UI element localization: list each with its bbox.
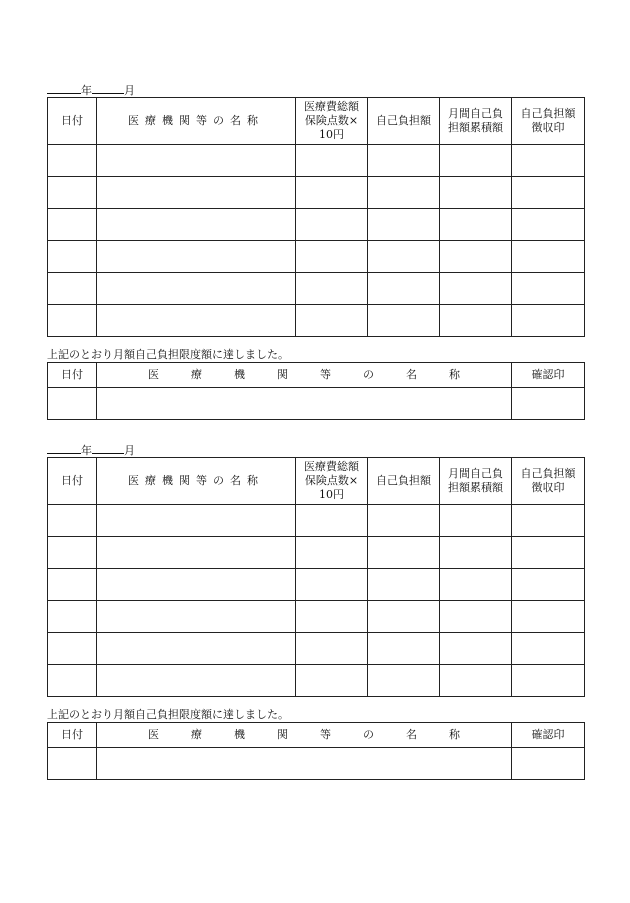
cell-stamp[interactable] <box>512 145 585 177</box>
cell-cumulative[interactable] <box>440 305 512 337</box>
cell-date[interactable] <box>48 388 97 420</box>
cell-total[interactable] <box>296 569 368 601</box>
cell-self-pay[interactable] <box>368 177 440 209</box>
cell-self-pay[interactable] <box>368 305 440 337</box>
cell-date[interactable] <box>48 665 97 697</box>
monthly-record-table-1 <box>47 97 585 337</box>
cell-stamp[interactable] <box>512 305 585 337</box>
cell-total[interactable] <box>296 177 368 209</box>
cell-facility[interactable] <box>97 601 296 633</box>
cell-cumulative[interactable] <box>440 177 512 209</box>
table-row <box>48 633 585 665</box>
cell-total[interactable] <box>296 305 368 337</box>
cell-cumulative[interactable] <box>440 537 512 569</box>
month-label-text: 月 <box>124 84 135 97</box>
cell-self-pay[interactable] <box>368 145 440 177</box>
cell-self-pay[interactable] <box>368 665 440 697</box>
cell-facility[interactable] <box>97 665 296 697</box>
header-stamp: 自己負担額 徴収印 <box>512 98 585 145</box>
cell-stamp[interactable] <box>512 505 585 537</box>
year-blank[interactable] <box>47 93 81 94</box>
cell-facility[interactable] <box>97 633 296 665</box>
cell-self-pay[interactable] <box>368 601 440 633</box>
cell-facility[interactable] <box>97 145 296 177</box>
cell-total[interactable] <box>296 665 368 697</box>
cell-cumulative[interactable] <box>440 505 512 537</box>
cell-total[interactable] <box>296 505 368 537</box>
cell-cumulative[interactable] <box>440 665 512 697</box>
cell-facility[interactable] <box>97 569 296 601</box>
cell-date[interactable] <box>48 505 97 537</box>
cell-date[interactable] <box>48 305 97 337</box>
cell-date[interactable] <box>48 569 97 601</box>
cell-stamp[interactable] <box>512 241 585 273</box>
cell-total[interactable] <box>296 601 368 633</box>
confirm-header-facility: 医 療 機 関 等 の 名 称 <box>97 363 512 388</box>
cell-self-pay[interactable] <box>368 505 440 537</box>
cell-cumulative[interactable] <box>440 273 512 305</box>
cell-facility[interactable] <box>97 241 296 273</box>
confirm-header-stamp: 確認印 <box>512 363 585 388</box>
cell-cumulative[interactable] <box>440 241 512 273</box>
cell-stamp[interactable] <box>512 665 585 697</box>
header-stamp: 自己負担額 徴収印 <box>512 458 585 505</box>
cell-date[interactable] <box>48 209 97 241</box>
cell-total[interactable] <box>296 633 368 665</box>
table-row <box>48 177 585 209</box>
cell-self-pay[interactable] <box>368 569 440 601</box>
cell-date[interactable] <box>48 601 97 633</box>
header-date: 日付 <box>48 98 97 145</box>
cell-facility[interactable] <box>97 748 512 780</box>
cell-date[interactable] <box>48 748 97 780</box>
header-facility: 医療機関等の名称 <box>97 458 296 505</box>
cell-facility[interactable] <box>97 177 296 209</box>
limit-reached-note: 上記のとおり月額自己負担限度額に達しました。 <box>47 348 289 361</box>
cell-total[interactable] <box>296 241 368 273</box>
cell-facility[interactable] <box>97 273 296 305</box>
cell-total[interactable] <box>296 209 368 241</box>
cell-total[interactable] <box>296 273 368 305</box>
header-total-cost: 医療費総額 保険点数× 10円 <box>296 458 368 505</box>
cell-self-pay[interactable] <box>368 273 440 305</box>
table-row <box>48 505 585 537</box>
cell-date[interactable] <box>48 241 97 273</box>
cell-date[interactable] <box>48 537 97 569</box>
table-row <box>48 273 585 305</box>
confirm-header-date: 日付 <box>48 723 97 748</box>
cell-total[interactable] <box>296 145 368 177</box>
table-row <box>48 145 585 177</box>
cell-facility[interactable] <box>97 537 296 569</box>
cell-stamp[interactable] <box>512 273 585 305</box>
confirmation-table-1 <box>47 362 585 420</box>
cell-stamp[interactable] <box>512 537 585 569</box>
confirmation-table-2 <box>47 722 585 780</box>
table-row <box>48 665 585 697</box>
header-date: 日付 <box>48 458 97 505</box>
confirm-header-stamp: 確認印 <box>512 723 585 748</box>
table-row <box>48 209 585 241</box>
month-label-text: 月 <box>124 444 135 457</box>
table-row <box>48 748 585 780</box>
limit-reached-note: 上記のとおり月額自己負担限度額に達しました。 <box>47 708 289 721</box>
month-blank[interactable] <box>92 453 124 454</box>
header-cumulative: 月間自己負 担額累積額 <box>440 458 512 505</box>
cell-total[interactable] <box>296 537 368 569</box>
cell-date[interactable] <box>48 177 97 209</box>
month-label-2 <box>47 442 135 458</box>
table-row <box>48 569 585 601</box>
header-self-pay: 自己負担額 <box>368 458 440 505</box>
cell-confirm-stamp[interactable] <box>512 388 585 420</box>
cell-cumulative[interactable] <box>440 145 512 177</box>
cell-self-pay[interactable] <box>368 209 440 241</box>
cell-facility[interactable] <box>97 305 296 337</box>
year-blank[interactable] <box>47 453 81 454</box>
cell-self-pay[interactable] <box>368 241 440 273</box>
cell-facility[interactable] <box>97 388 512 420</box>
year-label: 年 <box>81 444 92 457</box>
table-row <box>48 388 585 420</box>
cell-confirm-stamp[interactable] <box>512 748 585 780</box>
cell-stamp[interactable] <box>512 601 585 633</box>
header-self-pay: 自己負担額 <box>368 98 440 145</box>
cell-cumulative[interactable] <box>440 569 512 601</box>
table-row <box>48 241 585 273</box>
cell-cumulative[interactable] <box>440 601 512 633</box>
cell-date[interactable] <box>48 145 97 177</box>
cell-self-pay[interactable] <box>368 537 440 569</box>
table-row <box>48 601 585 633</box>
cell-self-pay[interactable] <box>368 633 440 665</box>
cell-facility[interactable] <box>97 505 296 537</box>
monthly-record-table-2 <box>47 457 585 697</box>
cell-date[interactable] <box>48 633 97 665</box>
cell-stamp[interactable] <box>512 633 585 665</box>
header-cumulative: 月間自己負 担額累積額 <box>440 98 512 145</box>
year-label: 年 <box>81 84 92 97</box>
cell-cumulative[interactable] <box>440 633 512 665</box>
header-facility: 医療機関等の名称 <box>97 98 296 145</box>
header-total-cost: 医療費総額 保険点数× 10円 <box>296 98 368 145</box>
cell-stamp[interactable] <box>512 177 585 209</box>
cell-date[interactable] <box>48 273 97 305</box>
month-label-1 <box>47 82 135 98</box>
cell-cumulative[interactable] <box>440 209 512 241</box>
confirm-header-date: 日付 <box>48 363 97 388</box>
confirm-header-facility: 医 療 機 関 等 の 名 称 <box>97 723 512 748</box>
cell-stamp[interactable] <box>512 569 585 601</box>
cell-facility[interactable] <box>97 209 296 241</box>
table-row <box>48 537 585 569</box>
cell-stamp[interactable] <box>512 209 585 241</box>
table-row <box>48 305 585 337</box>
month-blank[interactable] <box>92 93 124 94</box>
